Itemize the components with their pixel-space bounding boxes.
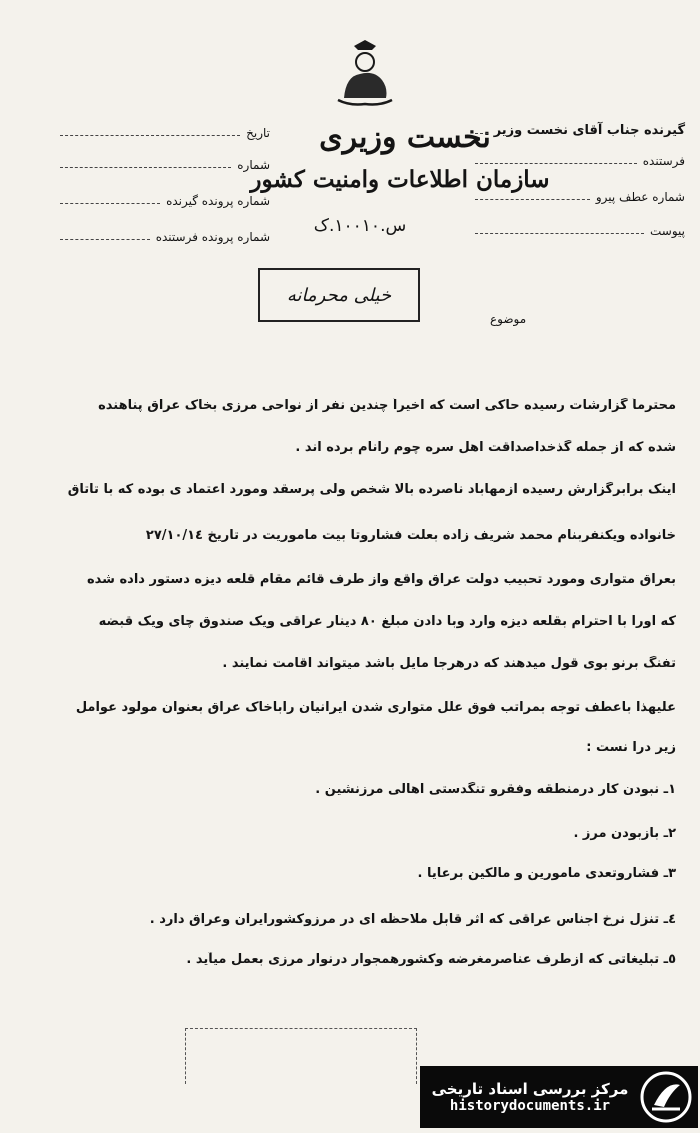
classification-stamp: خیلی محرمانه [258,268,420,322]
recipient-blank-line [475,132,488,134]
sender-label: فرستنده [642,154,685,168]
sender-field [475,146,685,168]
reference-number-field [475,182,685,204]
body-line: خانواده ویکنفربنام محمد شریف زاده بعلت فشاروتا بیت ماموریت در تاریخ ٢٧/١٠/١٤ [145,528,676,543]
list-item: ٥ـ تبلیغاتی که ازطرف عناصرمغرضه وکشورهمجوار درنوار مرزی بعمل میآید . [186,952,676,967]
list-item: ٢ـ بازبودن مرز . [573,826,676,841]
number-field [60,150,270,172]
attachment-label: پیوست [650,224,685,238]
signature-box [185,1028,417,1084]
body-line: اینک برابرگزارش رسیده ازمهاباد ناصرده بالا شخص ولی پرسقد ومورد اعتماد ی بوده که با تاتاق [67,482,676,497]
recipient-file-number-field [60,186,270,208]
body-line: که اورا با احترام بقلعه دیزه وارد وبا دادن مبلغ ٨٠ دینار عراقی ویک صندوق چای ویک قبضه [98,614,676,629]
reference-number-label: شماره عطف پیرو [595,190,685,204]
list-item: ٤ـ تنزل نرخ اجناس عراقی که اثر قابل ملاحظه ای در مرزوکشورایران وعراق دارد . [149,912,676,927]
sender-file-number-field [60,222,270,244]
sender-file-number-label: شماره پرونده فرستنده [155,230,270,244]
sender-file-number-blank-line [60,238,150,240]
body-line: علیهذا باعطف توجه بمراتب فوق علل متواری شدن ایرانیان راباخاک عراق بعنوان مولود عوامل [75,700,676,715]
date-field [60,118,270,140]
archive-site: historydocuments.ir [449,1098,611,1114]
attachment-field [475,216,685,238]
reference-number-blank-line [475,198,590,200]
recipient-file-number-blank-line [60,202,160,204]
body-line: زیر درا نست : [586,740,676,755]
subject-label: موضوع [490,312,527,326]
attachment-blank-line [475,232,644,234]
lion-and-sun-emblem-icon [330,40,400,110]
date-label: تاریخ [246,126,270,140]
sender-blank-line [475,162,637,164]
recipient-field [475,116,685,138]
date-blank-line [60,134,240,136]
number-label: شماره [237,158,270,172]
body-line: شده که از جمله گذخداصداقت اهل سره چوم رانام برده اند . [295,440,676,455]
list-item: ١ـ نبودن کار درمنطقه وفقرو تنگدستی اهالی مرزنشین . [315,782,676,797]
office-title: نخست وزیری [319,120,491,155]
organization-title: سازمان اطلاعات وامنیت کشور [250,166,550,193]
body-line: بعراق متواری ومورد تحبیب دولت عراق واقع واز طرف قائم مقام قلعه دیزه دستور داده شده [87,572,676,587]
recipient-file-number-label: شماره پرونده گیرنده [166,194,270,208]
archive-name: مرکز بررسی اسناد تاریخی [431,1080,629,1098]
body-line: محترماً گزارشات رسیده حاکی است که اخیراً چندین نفر از نواحی مرزی بخاک عراق پناهنده [98,398,676,413]
body-line: تفنگ برنو بوی قول میدهند که درهرجا مایل باشد میتواند اقامت نمایند . [222,656,676,671]
recipient-label: گیرنده جناب آقای نخست وزیر [493,123,685,138]
list-item: ٣ـ فشاروتعدی مامورین و مالکین برعایا . [417,866,676,881]
document-reference-number: س.١٠٠١٠.ک [313,216,407,236]
book-quill-icon [640,1071,692,1123]
number-blank-line [60,166,231,168]
archive-watermark [420,1066,698,1128]
